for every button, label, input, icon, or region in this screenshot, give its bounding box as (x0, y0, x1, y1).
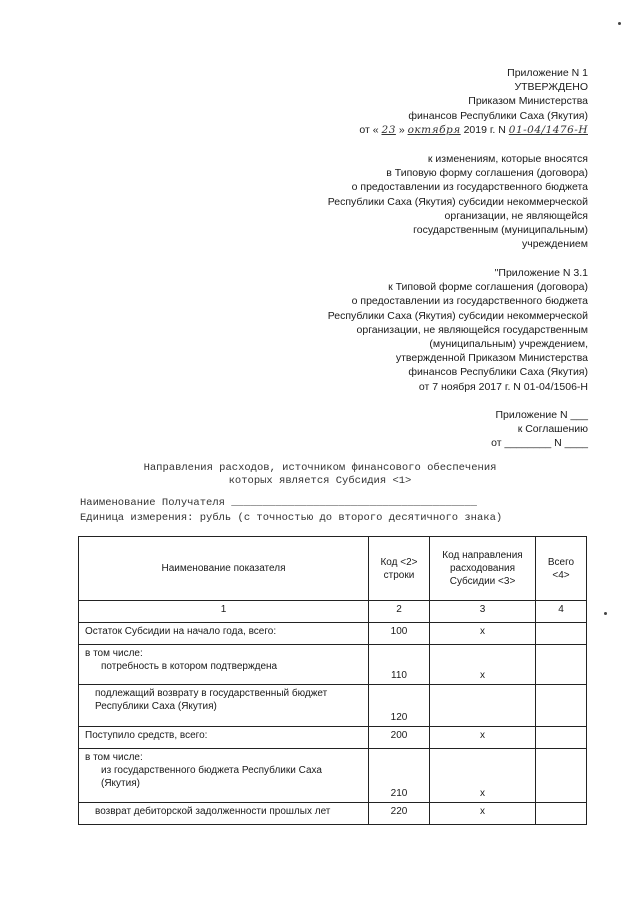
note-line: Республики Саха (Якутия) субсидии некоммерческой (327, 309, 588, 322)
row-code: 110 (369, 645, 430, 685)
approval-block (359, 66, 588, 137)
note-line: Республики Саха (Якутия) субсидии некоммерческой (327, 195, 588, 208)
note-line: к изменениям, которые вносятся (427, 153, 588, 165)
table-number-row (79, 601, 587, 623)
header-row-code: Код <2> строки (369, 537, 430, 601)
approval-line: Приказом Министерства (468, 95, 588, 108)
approval-date-line (359, 123, 588, 137)
handwritten-month: октября (407, 123, 461, 136)
table-row (79, 685, 587, 727)
note-line: о предоставлении из государственного бюджета (351, 181, 588, 194)
handwritten-number: 01-04/1476-Н (508, 123, 588, 136)
note-line: финансов Республики Саха (Якутия) (408, 366, 588, 379)
row-direction: x (430, 727, 536, 749)
row-direction: x (430, 749, 536, 803)
header-indicator-name: Наименование показателя (79, 537, 369, 601)
row-total (536, 685, 587, 727)
note-line: о предоставлении из государственного бюджета (351, 295, 588, 308)
table-row (79, 645, 587, 685)
row-code: 120 (369, 685, 430, 727)
row-name: из государственного бюджета Республики Саха (Якутия) (101, 765, 322, 789)
row-direction: x (430, 645, 536, 685)
row-name-cell (79, 645, 369, 685)
table-row (79, 623, 587, 645)
ref-line: Приложение N ___ (495, 409, 588, 421)
row-prefix: в том числе: (85, 648, 143, 659)
scan-speck (618, 22, 621, 25)
row-total (536, 645, 587, 685)
row-direction: x (430, 803, 536, 825)
note-line: (муниципальным) учреждением, (429, 338, 588, 351)
scan-speck (604, 612, 607, 615)
date-year: 2019 г. N (463, 123, 506, 136)
table-row (79, 803, 587, 825)
row-direction: x (430, 623, 536, 645)
agreement-reference (491, 408, 588, 451)
title-line: которых является Субсидия <1> (228, 475, 412, 487)
row-name-cell (79, 749, 369, 803)
ref-line: от ________ N ____ (491, 437, 588, 450)
expenses-table (78, 536, 587, 825)
row-name: Поступило средств, всего: (79, 727, 369, 749)
note-line: организации, не являющейся государственным (356, 323, 588, 336)
table-row (79, 749, 587, 803)
row-code: 200 (369, 727, 430, 749)
note-line: в Типовую форму соглашения (договора) (386, 167, 588, 180)
recipient-label: Наименование Получателя _______________________________________ (80, 497, 477, 509)
row-direction (430, 685, 536, 727)
table-header-row (79, 537, 587, 601)
row-total (536, 727, 587, 749)
note-line: утвержденной Приказом Министерства (395, 352, 588, 365)
document-title (0, 462, 640, 488)
date-prefix: от « (359, 123, 379, 136)
note-line: организации, не являющейся (444, 209, 588, 222)
table-row (79, 727, 587, 749)
row-total (536, 623, 587, 645)
approval-line: финансов Республики Саха (Якутия) (408, 109, 588, 122)
appendix-note (328, 266, 588, 394)
approval-line: Приложение N 1 (507, 67, 588, 79)
row-code: 220 (369, 803, 430, 825)
note-line: от 7 ноября 2017 г. N 01-04/1506-Н (418, 380, 588, 393)
note-line: к Типовой форме соглашения (договора) (388, 281, 588, 294)
col-number: 2 (369, 601, 430, 623)
row-code: 210 (369, 749, 430, 803)
row-total (536, 803, 587, 825)
note-line: "Приложение N 3.1 (494, 267, 588, 279)
col-number: 3 (430, 601, 536, 623)
row-name: Остаток Субсидии на начало года, всего: (79, 623, 369, 645)
header-total: Всего <4> (536, 537, 587, 601)
header-direction-code: Код направления расходования Субсидии <3> (430, 537, 536, 601)
row-name: подлежащий возврату в государственный бюджет Республики Саха (Якутия) (79, 685, 369, 727)
row-name: возврат дебиторской задолженности прошлых лет (79, 803, 369, 825)
col-number: 4 (536, 601, 587, 623)
ref-line: к Соглашению (517, 423, 588, 436)
handwritten-day: 23 (381, 123, 396, 136)
date-mid: » (398, 123, 405, 136)
row-name: потребность в котором подтверждена (101, 661, 278, 672)
note-line: учреждением (522, 238, 588, 251)
row-code: 100 (369, 623, 430, 645)
col-number: 1 (79, 601, 369, 623)
title-line: Направления расходов, источником финансового обеспечения (143, 462, 497, 474)
unit-label: Единица измерения: рубль (с точностью до второго десятичного знака) (80, 512, 503, 524)
note-line: государственным (муниципальным) (413, 224, 588, 237)
changes-note (328, 152, 588, 251)
row-total (536, 749, 587, 803)
approval-line: УТВЕРЖДЕНО (514, 81, 588, 94)
row-prefix: в том числе: (85, 752, 143, 763)
